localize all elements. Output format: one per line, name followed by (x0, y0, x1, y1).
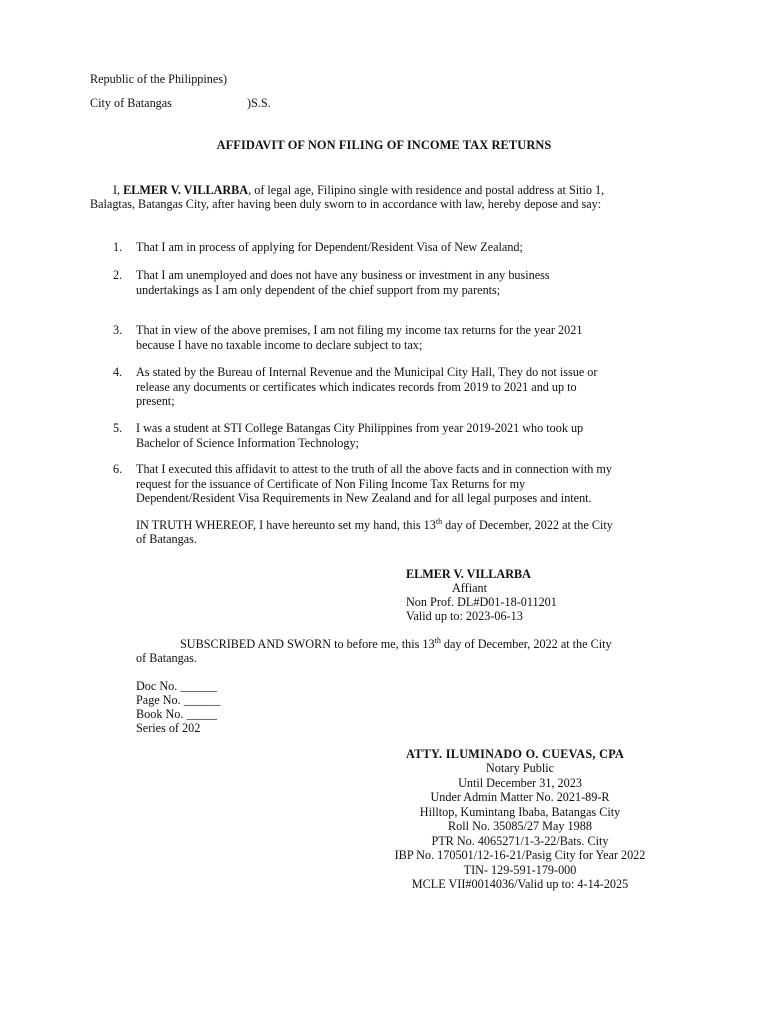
item-line: I was a student at STI College Batangas City Philippines from year 2019-2021 who took up (136, 421, 584, 435)
notary-roll-number: Roll No. 35085/27 May 1988 (448, 819, 592, 833)
affiant-role: Affiant (452, 581, 487, 595)
notary-mcle: MCLE VII#0014036/Valid up to: 4-14-2025 (411, 877, 629, 891)
item-line: Dependent/Resident Visa Requirements in New Zealand and for all legal purposes and intent. (136, 491, 592, 505)
subscribed-text-rest: day of December, 2022 at the City (440, 637, 612, 651)
intro-prefix: I, (113, 183, 124, 197)
notary-admin-matter: Under Admin Matter No. 2021-89-R (430, 790, 610, 804)
item-line: That I am in process of applying for Dependent/Resident Visa of New Zealand; (136, 240, 523, 254)
subscribed-text: SUBSCRIBED AND SWORN to before me, this 13 (180, 637, 435, 651)
affiant-license: Non Prof. DL#D01-18-011201 (406, 595, 557, 609)
notary-address: Hilltop, Kumintang Ibaba, Batangas City (419, 804, 621, 819)
notary-details (320, 761, 720, 892)
item-line: That I am unemployed and does not have any business or investment in any business (136, 268, 550, 282)
truth-line-1 (136, 518, 613, 533)
page-number: Page No. ______ (136, 693, 221, 707)
affiant-name: ELMER V. VILLARBA (406, 567, 531, 581)
header-city: City of Batangas (90, 96, 172, 110)
item-number: 4. (113, 365, 123, 379)
item-number: 6. (113, 462, 123, 476)
series-number: Series of 202 (136, 721, 201, 735)
notary-commission: Until December 31, 2023 (458, 775, 582, 790)
item-line: request for the issuance of Certificate of Non Filing Income Tax Returns for my (136, 476, 526, 491)
truth-ordinal: th (435, 516, 443, 526)
book-number: Book No. _____ (136, 707, 217, 721)
item-line: That I executed this affidavit to attest to the truth of all the above facts and in connection with my (136, 462, 612, 476)
header-republic: Republic of the Philippines) (90, 72, 228, 86)
item-line: Bachelor of Science Information Technology; (136, 435, 359, 450)
subscribed-line-2: of Batangas. (136, 651, 197, 665)
item-line: That in view of the above premises, I am not filing my income tax returns for the year 2021 (136, 323, 583, 337)
intro-line-2: Balagtas, Batangas City, after having been duly sworn to in accordance with law, hereby depose and say: (90, 197, 602, 211)
notary-ibp-number: IBP No. 170501/12-16-21/Pasig City for Year 2022 (394, 848, 646, 862)
intro-line1-rest: , of legal age, Filipino single with residence and postal address at Sitio 1, (248, 183, 605, 197)
subscribed-ordinal: th (434, 635, 441, 645)
truth-text-rest: day of December, 2022 at the City (442, 518, 613, 532)
item-line: As stated by the Bureau of Internal Revenue and the Municipal City Hall, They do not issue or (136, 365, 598, 379)
notary-tin: TIN- 129-591-179-000 (463, 862, 577, 877)
affiant-license-validity: Valid up to: 2023-06-13 (406, 609, 523, 623)
intro-line-1 (113, 183, 604, 198)
header-ss: )S.S. (247, 96, 271, 110)
item-line: release any documents or certificates which indicates records from 2019 to 2021 and up to (136, 379, 577, 394)
subscribed-line-1 (180, 637, 612, 652)
truth-line-2: of Batangas. (136, 532, 197, 546)
truth-text: IN TRUTH WHEREOF, I have hereunto set my hand, this 13 (136, 518, 436, 532)
item-number: 5. (113, 421, 123, 435)
notary-ptr-number: PTR No. 4065271/1-3-22/Bats. City (431, 833, 609, 848)
notary-name: ATTY. ILUMINADO O. CUEVAS, CPA (406, 747, 625, 761)
item-line: present; (136, 394, 175, 408)
item-number: 3. (113, 323, 123, 337)
item-number: 2. (113, 268, 123, 282)
item-number: 1. (113, 240, 123, 254)
intro-affiant-name: ELMER V. VILLARBA (123, 183, 249, 197)
doc-number: Doc No. ______ (136, 679, 217, 693)
item-line: because I have no taxable income to declare subject to tax; (136, 337, 423, 352)
notary-title: Notary Public (485, 761, 555, 775)
item-line: undertakings as I am only dependent of the chief support from my parents; (136, 282, 501, 297)
document-title: AFFIDAVIT OF NON FILING OF INCOME TAX RETURNS (216, 138, 552, 152)
